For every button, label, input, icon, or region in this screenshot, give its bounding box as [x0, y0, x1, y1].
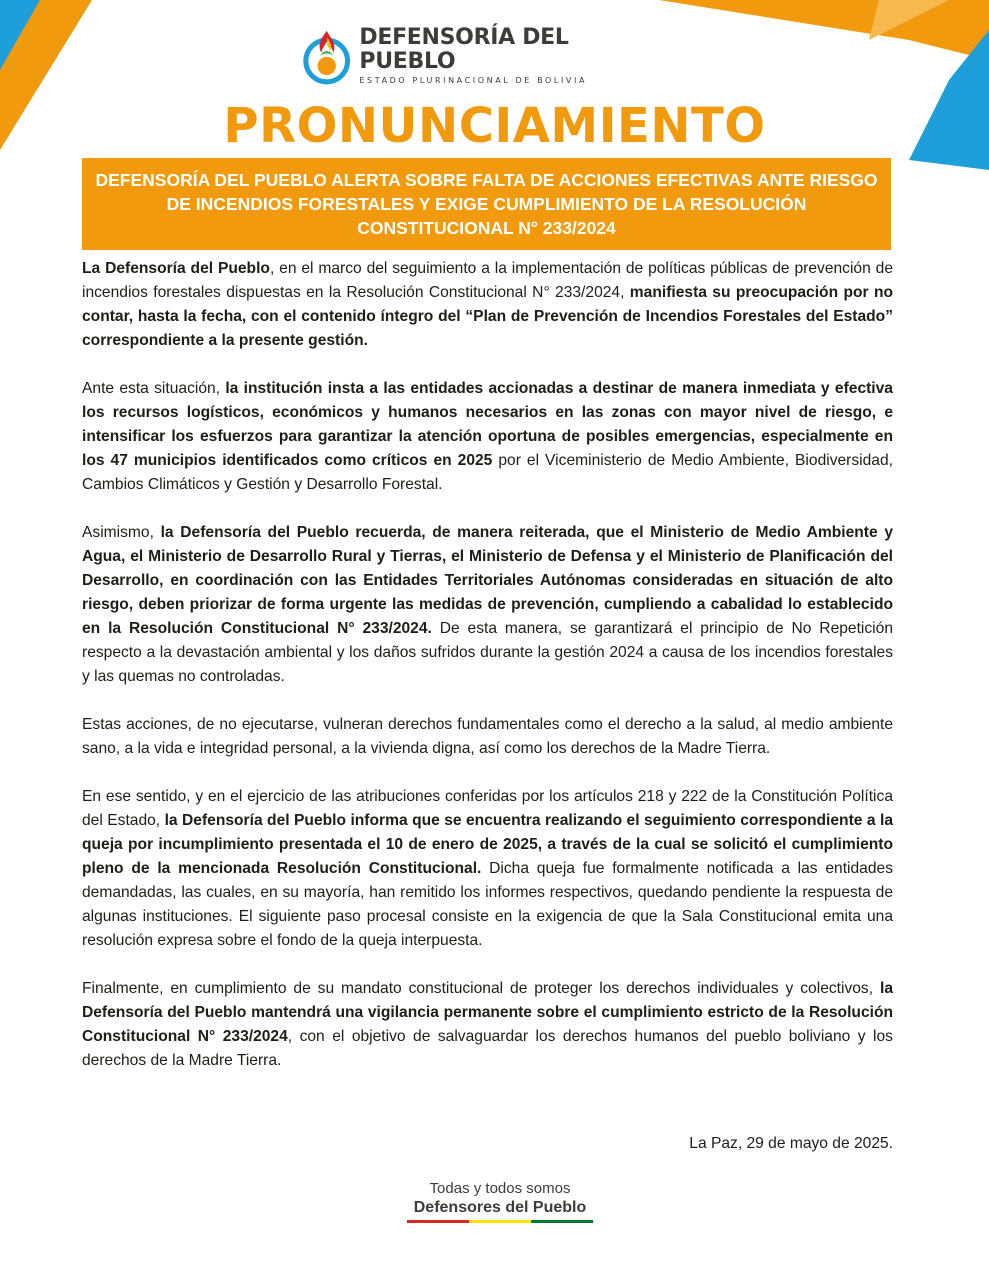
- flag-green-segment: [531, 1220, 593, 1223]
- organization-name: DEFENSORÍA DEL PUEBLO: [359, 25, 569, 74]
- document-date: La Paz, 29 de mayo de 2025.: [689, 1135, 893, 1152]
- organization-logo: [300, 20, 620, 92]
- paragraph-4: [82, 713, 893, 761]
- paragraph-6-bold-b: la Defensoría del Pueblo mantendrá una vigilancia permanente sobre el cumplimiento estricto de la Resolución Constitucional N° 233/2024: [82, 980, 893, 1045]
- paragraph-1-bold-c: manifiesta su preocupación por no contar, hasta la fecha, con el contenido íntegro del “Plan de Prevención de Incendios Forestales del Estado” correspondiente a la presente gestión.: [82, 284, 894, 349]
- paragraph-4-text-a: Estas acciones, de no ejecutarse, vulneran derechos fundamentales como el derecho a la salud, al medio ambiente sano, a la vida e integridad personal, a la vivienda digna, así como los derechos de la Madre Tierra.: [82, 716, 893, 757]
- paragraph-5-text-a: En ese sentido, y en el ejercicio de las atribuciones conferidas por los artículos 218 y 222 de la Constitución Política del Estado,: [82, 788, 893, 829]
- paragraph-5: [82, 785, 893, 953]
- paragraph-2-text-c: por el Viceministerio de Medio Ambiente, Biodiversidad, Cambios Climáticos y Gestión y Desarrollo Forestal.: [82, 452, 893, 493]
- flag-red-segment: [407, 1220, 469, 1223]
- paragraph-3-text-c: De esta manera, se garantizará el principio de No Repetición respecto a la devastación ambiental y los daños sufridos durante la gestión 2024 a causa de los incendios forestales y las quemas no controladas.: [82, 620, 893, 685]
- paragraph-6-text-c: , con el objetivo de salvaguardar los derechos humanos del pueblo boliviano y los derechos de la Madre Tierra.: [82, 1028, 893, 1069]
- slogan-line-2: Defensores del Pueblo: [413, 1199, 587, 1216]
- paragraph-2: [82, 377, 893, 497]
- paragraph-6: [82, 977, 893, 1073]
- headline-banner: [82, 158, 891, 250]
- paragraph-6-text-a: Finalmente, en cumplimiento de su mandato constitucional de proteger los derechos individuales y colectivos,: [82, 980, 880, 997]
- paragraph-1-bold-a: La Defensoría del Pueblo: [82, 260, 270, 277]
- footer-slogan: [380, 1180, 620, 1223]
- organization-subtitle: ESTADO PLURINACIONAL DE BOLIVIA: [359, 76, 588, 85]
- paragraph-3-text-a: Asimismo,: [82, 524, 161, 541]
- paragraph-2-bold-b: la institución insta a las entidades accionadas a destinar de manera inmediata y efectiva los recursos logísticos, económicos y humanos necesarios en las zonas con mayor nivel de riesgo, e intensificar los esfuerzos para garantizar la atención oportuna de posibles emergencias, especialmente en los 47 municipios identificados como críticos en 2025: [82, 380, 893, 469]
- statement-body: [82, 257, 893, 1097]
- paragraph-5-text-c: Dicha queja fue formalmente notificada a las entidades demandadas, las cuales, en su mayoría, han remitido los informes respectivos, quedando pendiente la respuesta de algunas instituciones. El siguiente paso procesal consiste en la exigencia de que la Sala Constitucional emita una resolución expresa sobre el fondo de la queja interpuesta.: [82, 860, 894, 949]
- page-title: PRONUNCIAMIENTO: [223, 98, 766, 154]
- paragraph-1: [82, 257, 893, 353]
- banner-text: DEFENSORÍA DEL PUEBLO ALERTA SOBRE FALTA DE ACCIONES EFECTIVAS ANTE RIESGO DE INCENDIOS FORESTALES Y EXIGE CUMPLIMIENTO DE LA RESOLUCIÓN CONSTITUCIONAL N° 233/2024: [95, 170, 878, 238]
- bolivia-flag-stripe: [407, 1220, 593, 1223]
- slogan-line-1: Todas y todos somos: [429, 1180, 571, 1197]
- flag-yellow-segment: [469, 1220, 531, 1223]
- paragraph-5-bold-b: la Defensoría del Pueblo informa que se encuentra realizando el seguimiento correspondiente a la queja por incumplimiento presentada el 10 de enero de 2025, a través de la cual se solicitó el cumplimiento pleno de la mencionada Resolución Constitucional.: [82, 812, 893, 877]
- flame-drop-logo-icon: [300, 22, 353, 90]
- paragraph-2-text-a: Ante esta situación,: [82, 380, 226, 397]
- paragraph-1-text-b: , en el marco del seguimiento a la implementación de políticas públicas de prevención de incendios forestales dispuestas en la Resolución Constitucional N° 233/2024,: [82, 260, 893, 301]
- paragraph-3: [82, 521, 893, 689]
- paragraph-3-bold-b: la Defensoría del Pueblo recuerda, de manera reiterada, que el Ministerio de Medio Ambiente y Agua, el Ministerio de Desarrollo Rural y Tierras, el Ministerio de Defensa y el Ministerio de Planificación del Desarrollo, en coordinación con las Entidades Territoriales Autónomas consideradas en situación de alto riesgo, deben priorizar de forma urgente las medidas de prevención, cumpliendo a cabalidad lo establecido en la Resolución Constitucional N° 233/2024.: [82, 524, 893, 637]
